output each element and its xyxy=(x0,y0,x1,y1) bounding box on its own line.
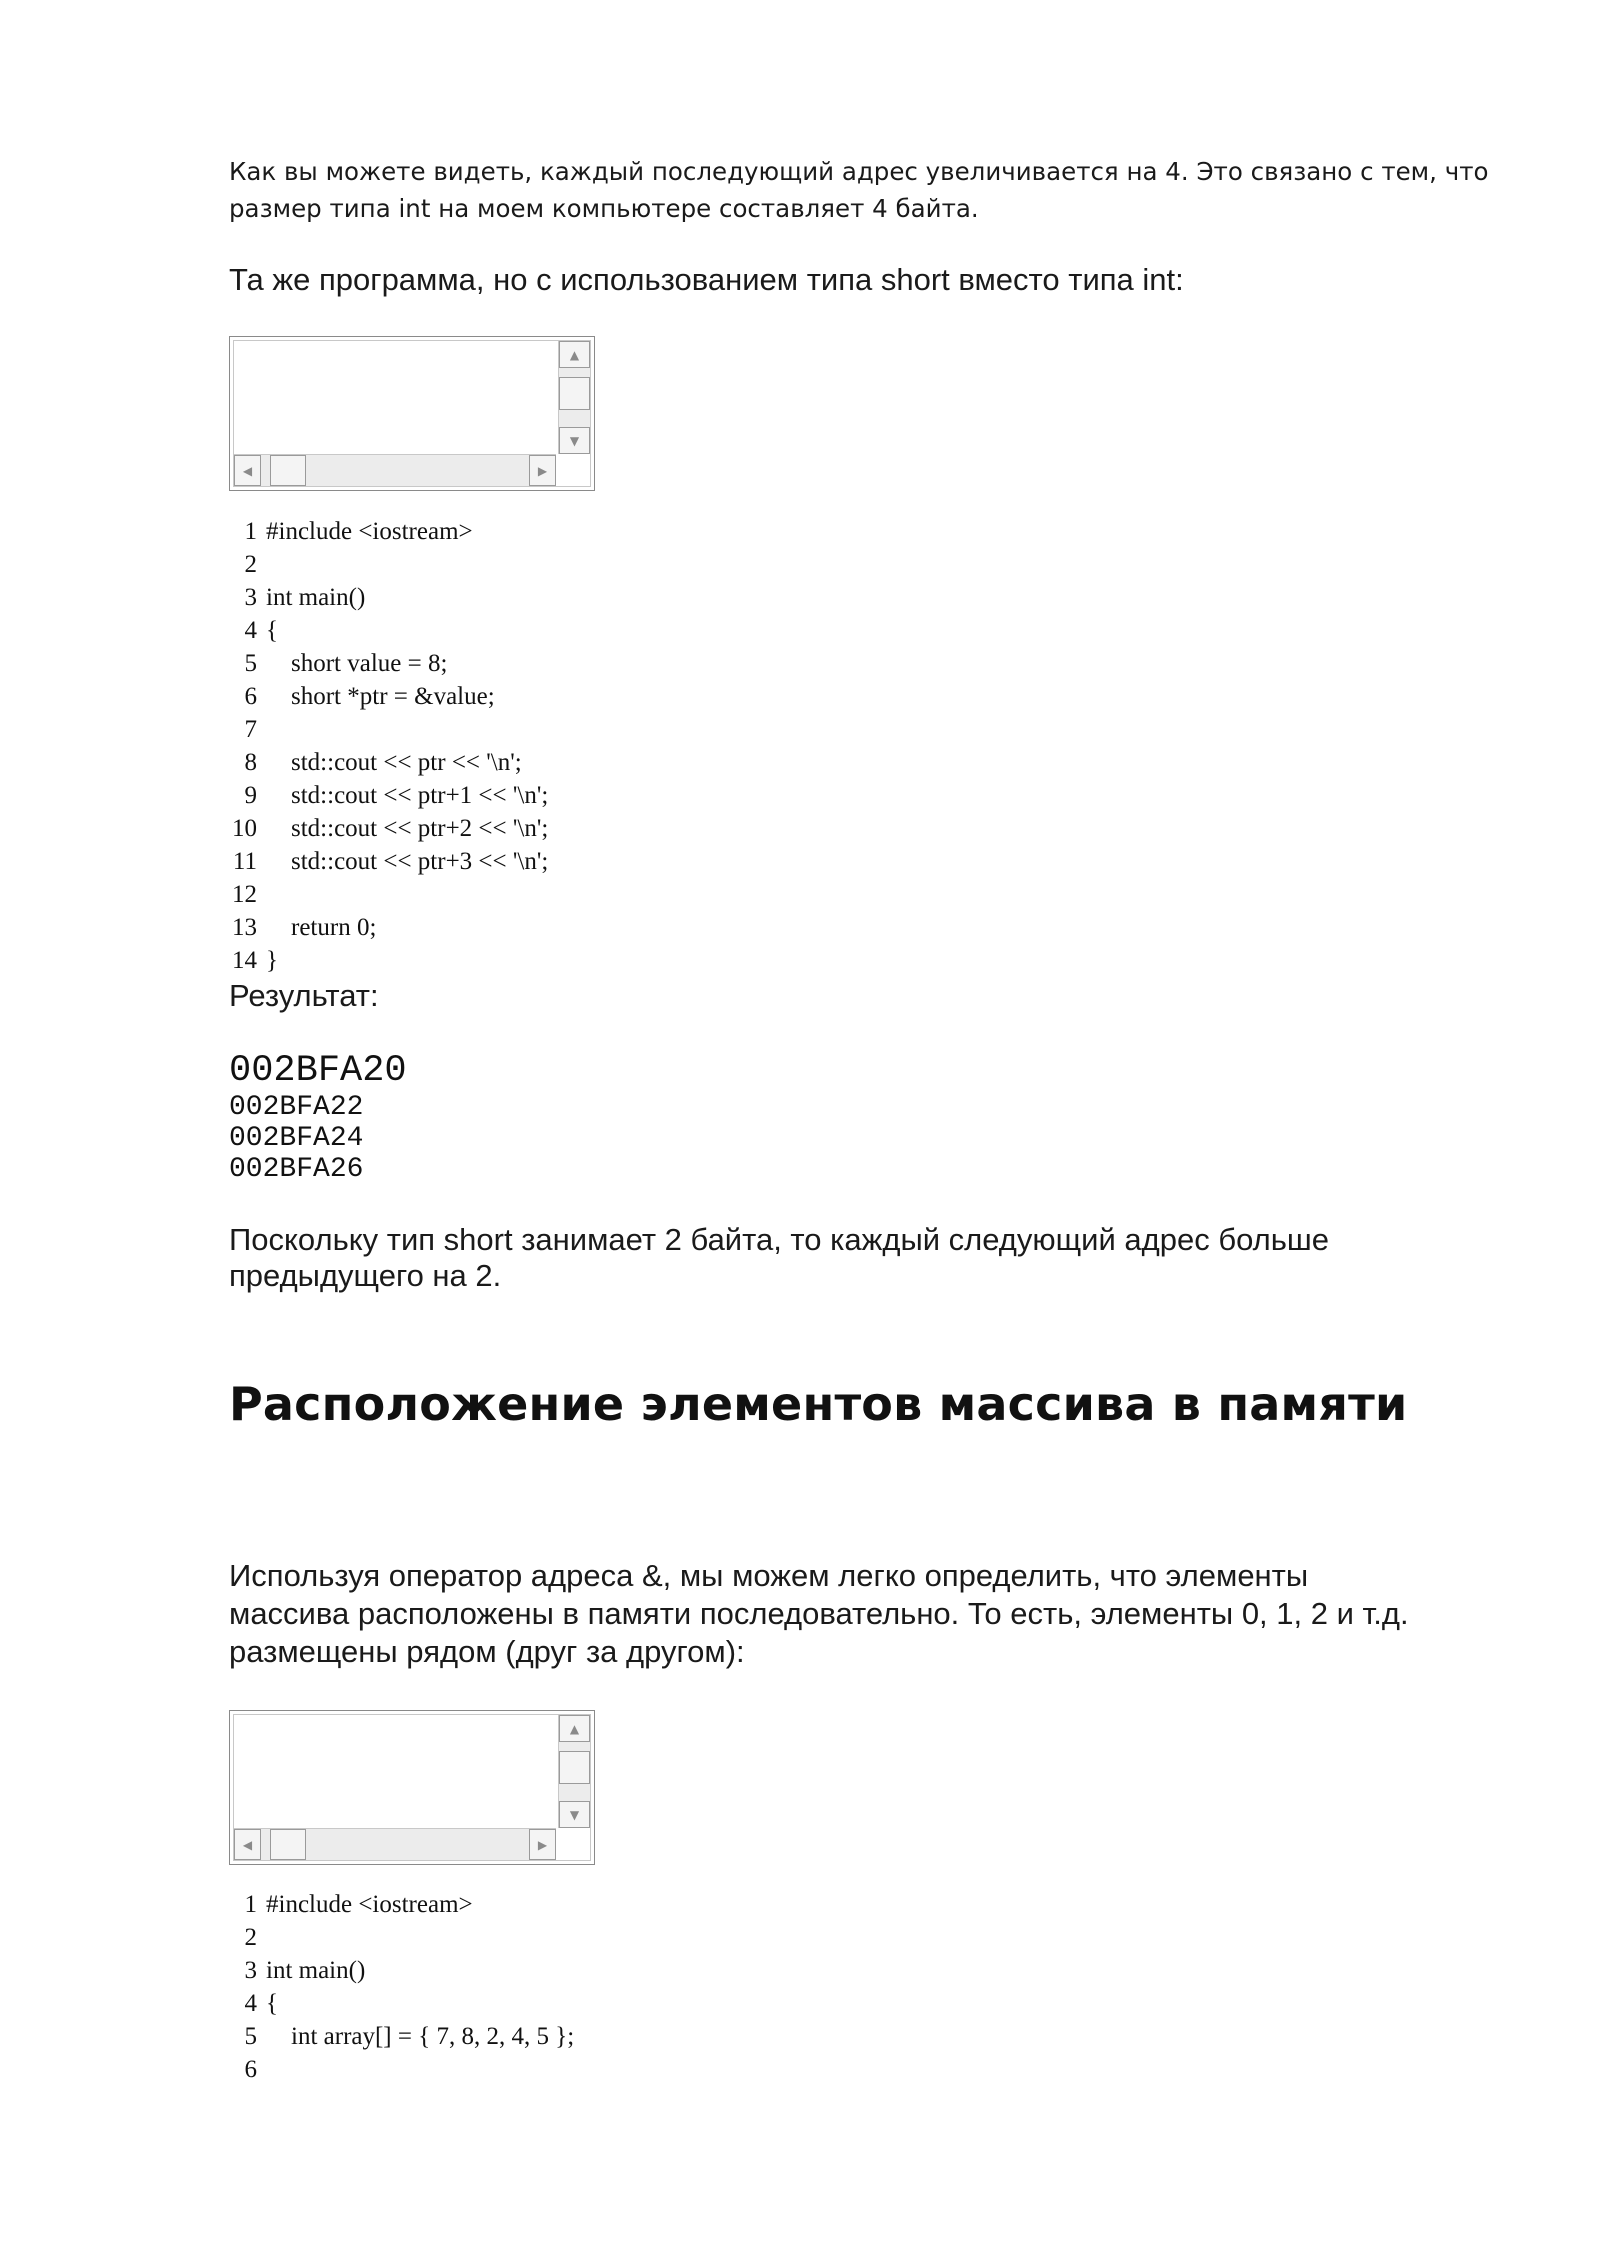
code-line: 3 int main() xyxy=(244,1957,366,1984)
horizontal-scrollbar[interactable] xyxy=(234,454,556,486)
code-line: 12 xyxy=(232,881,257,908)
code-line: 3 int main() xyxy=(244,584,366,611)
code-line: 6 short *ptr = &value; xyxy=(244,683,495,710)
code-line: 2 xyxy=(244,551,257,578)
conclusion-line-1: Поскольку тип short занимает 2 байта, то каждый следующий адрес больше xyxy=(229,1222,1329,1257)
scroll-right-icon[interactable]: ▶ xyxy=(529,455,556,486)
conclusion-paragraph xyxy=(229,1222,1329,1294)
array-intro-line-1: Используя оператор адреса &, мы можем легко определить, что элементы xyxy=(229,1558,1309,1593)
output-line: 002BFA26 xyxy=(229,1154,364,1185)
code-line: 7 xyxy=(244,716,257,743)
array-intro-line-2: массива расположены в памяти последовательно. То есть, элементы 0, 1, 2 и т.д. xyxy=(229,1596,1409,1631)
code-line: 9 std::cout << ptr+1 << '\n'; xyxy=(244,782,549,809)
code-line: 1 #include <iostream> xyxy=(244,1891,473,1918)
code-line: 10 std::cout << ptr+2 << '\n'; xyxy=(232,815,549,842)
scroll-down-icon[interactable]: ▼ xyxy=(559,1801,590,1828)
code-line: 5 short value = 8; xyxy=(244,650,448,677)
scroll-up-icon[interactable]: ▲ xyxy=(559,1715,590,1742)
code-line: 5 int array[] = { 7, 8, 2, 4, 5 }; xyxy=(244,2023,575,2050)
short-program-intro: Та же программа, но с использованием типа short вместо типа int: xyxy=(229,262,1184,297)
code-line: 6 xyxy=(244,2056,257,2083)
code-line: 1 #include <iostream> xyxy=(244,518,473,545)
scroll-left-icon[interactable]: ◀ xyxy=(234,455,261,486)
conclusion-line-2: предыдущего на 2. xyxy=(229,1258,502,1293)
code-listing-2 xyxy=(229,1888,574,2086)
output-line: 002BFA22 xyxy=(229,1092,364,1123)
array-intro-paragraph xyxy=(229,1557,1409,1671)
code-line: 11 std::cout << ptr+3 << '\n'; xyxy=(232,848,549,875)
code-scroll-box-2[interactable] xyxy=(229,1710,595,1865)
scroll-thumb-horizontal[interactable] xyxy=(270,455,306,486)
intro-line-2: размер типа int на моем компьютере составляет 4 байта. xyxy=(229,194,979,223)
scroll-thumb-vertical[interactable] xyxy=(559,1751,590,1784)
output-line: 002BFA24 xyxy=(229,1123,364,1154)
vertical-scrollbar[interactable] xyxy=(558,1715,590,1828)
code-line: 8 std::cout << ptr << '\n'; xyxy=(244,749,522,776)
intro-line-1: Как вы можете видеть, каждый последующий адрес увеличивается на 4. Это связано с тем, что xyxy=(229,157,1489,186)
code-line: 4 { xyxy=(244,617,278,644)
scroll-down-icon[interactable]: ▼ xyxy=(559,427,590,454)
code-line: 2 xyxy=(244,1924,257,1951)
scrollbar-corner xyxy=(559,455,590,486)
array-intro-line-3: размещены рядом (друг за другом): xyxy=(229,1634,745,1669)
scroll-thumb-horizontal[interactable] xyxy=(270,1829,306,1860)
scroll-left-icon[interactable]: ◀ xyxy=(234,1829,261,1860)
intro-paragraph xyxy=(229,153,1488,227)
code-line: 13 return 0; xyxy=(232,914,377,941)
output-lines xyxy=(229,1092,363,1185)
code-line: 4 { xyxy=(244,1990,278,2017)
scroll-thumb-vertical[interactable] xyxy=(559,377,590,410)
vertical-scrollbar[interactable] xyxy=(558,341,590,454)
output-line-first: 002BFA20 xyxy=(229,1050,407,1092)
code-scroll-box-1[interactable] xyxy=(229,336,595,491)
section-heading: Расположение элементов массива в памяти xyxy=(229,1377,1408,1431)
code-listing-1 xyxy=(229,515,548,977)
code-line: 14 } xyxy=(232,947,278,974)
scroll-up-icon[interactable]: ▲ xyxy=(559,341,590,368)
scroll-right-icon[interactable]: ▶ xyxy=(529,1829,556,1860)
result-label: Результат: xyxy=(229,978,379,1013)
horizontal-scrollbar[interactable] xyxy=(234,1828,556,1860)
scrollbar-corner xyxy=(559,1829,590,1860)
